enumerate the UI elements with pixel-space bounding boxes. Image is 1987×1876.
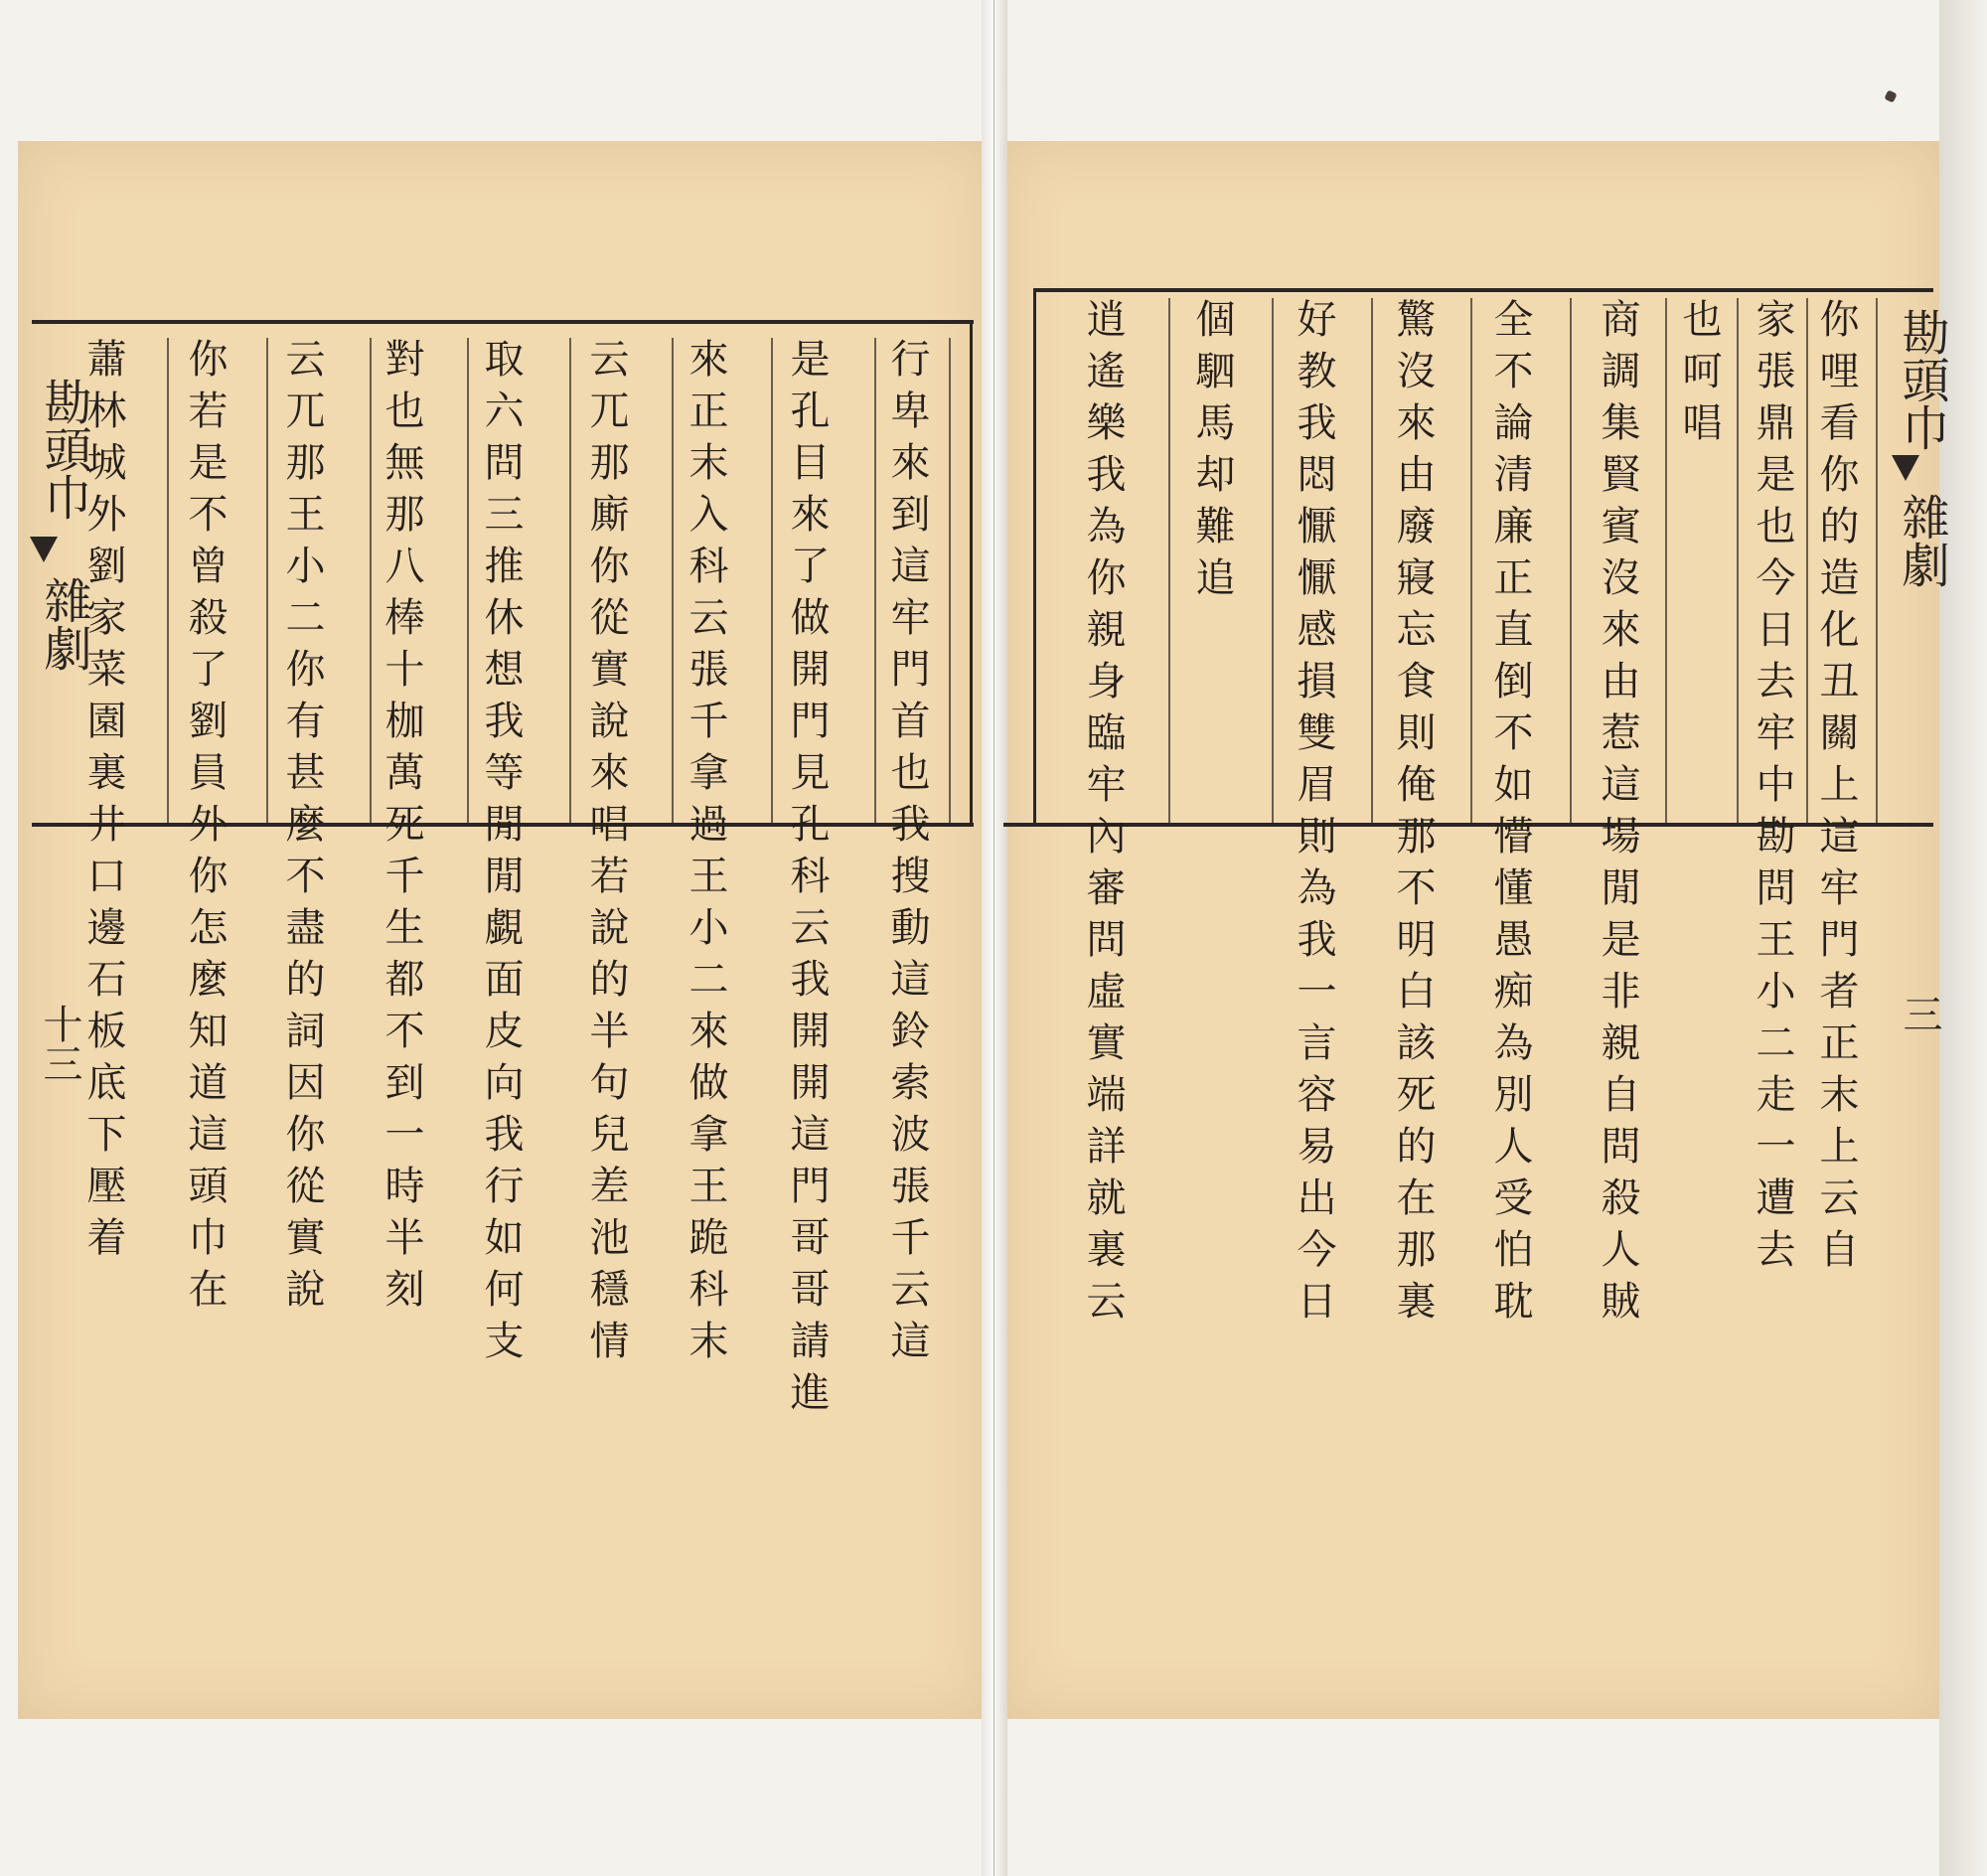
book-fold xyxy=(982,0,1007,1876)
text-column: 商調集賢賓沒來由惹這場閒是非親自問殺人賊 xyxy=(1595,298,1640,1331)
right-margin-title: 勘頭巾 xyxy=(1894,308,1949,451)
column-rule xyxy=(167,338,169,823)
text-column: 云兀那廝你從實說來唱若說的半句兒差池穩情 xyxy=(583,338,629,1371)
column-rule xyxy=(467,338,469,823)
column-rule xyxy=(1570,298,1572,823)
text-column: 也呵唱 xyxy=(1676,298,1722,453)
fish-tail-mark xyxy=(1892,455,1919,481)
fish-tail-mark xyxy=(30,537,58,562)
left-top-rule xyxy=(32,320,974,324)
column-rule xyxy=(949,338,951,823)
column-rule xyxy=(266,338,268,823)
text-column: 全不論清廉正直倒不如懵懂愚痴為別人受怕耽 xyxy=(1487,298,1533,1331)
text-column: 取六問三推休想我等閒閒覷面皮向我行如何支 xyxy=(478,338,524,1371)
text-column: 蕭林城外劉家菜園裏井口邊石板底下壓着 xyxy=(80,338,126,1268)
page-edges xyxy=(1939,0,1987,1876)
text-column: 你若是不曾殺了劉員外你怎麼知道這頭巾在 xyxy=(182,338,228,1320)
text-column: 對也無那八棒十枷萬死千生都不到一時半刻 xyxy=(379,338,424,1320)
text-column: 好教我悶懨懨感損雙眉則為我一言容易出今日 xyxy=(1291,298,1336,1331)
column-rule xyxy=(1806,298,1808,823)
text-column: 驚沒來由廢寢忘食則俺那不明白該死的在那裏 xyxy=(1390,298,1436,1331)
text-column: 云兀那王小二你有甚麼不盡的詞因你從實說 xyxy=(279,338,325,1320)
column-rule xyxy=(1665,298,1667,823)
column-rule xyxy=(1737,298,1739,823)
right-margin-category: 雜劇 xyxy=(1894,493,1949,588)
column-rule xyxy=(370,338,372,823)
left-folio: 十三 xyxy=(37,1004,82,1083)
right-top-rule xyxy=(1033,288,1933,292)
text-column: 家張鼎是也今日去牢中勘問王小二走一遭去 xyxy=(1750,298,1795,1280)
text-column: 是孔目來了做開門見孔科云我開開這門哥哥請進 xyxy=(784,338,830,1423)
right-folio: 三 xyxy=(1897,994,1942,1033)
left-margin-title: 勘頭巾 xyxy=(36,378,91,521)
column-rule xyxy=(1371,298,1373,823)
left-outer-rule xyxy=(970,320,973,827)
column-rule xyxy=(1876,298,1878,823)
column-rule xyxy=(874,338,876,823)
ink-spot xyxy=(1884,89,1897,102)
column-rule xyxy=(771,338,773,823)
text-column: 來正末入科云張千拿過王小二來做拿王跪科末 xyxy=(683,338,728,1371)
left-margin-category: 雜劇 xyxy=(36,576,91,672)
column-rule xyxy=(1272,298,1274,823)
text-column: 個駟馬却難追 xyxy=(1189,298,1235,608)
column-rule xyxy=(672,338,674,823)
text-column: 行卑來到這牢門首也我搜動這鈴索波張千云這 xyxy=(884,338,930,1371)
column-rule xyxy=(1168,298,1170,823)
column-rule xyxy=(1470,298,1472,823)
text-column: 你哩看你的造化丑關上這牢門者正末上云自 xyxy=(1813,298,1859,1280)
right-outer-rule xyxy=(1033,288,1036,825)
text-column: 逍遙樂我為你親身臨牢內審問虛實端詳就裏云 xyxy=(1080,298,1126,1331)
column-rule xyxy=(569,338,571,823)
